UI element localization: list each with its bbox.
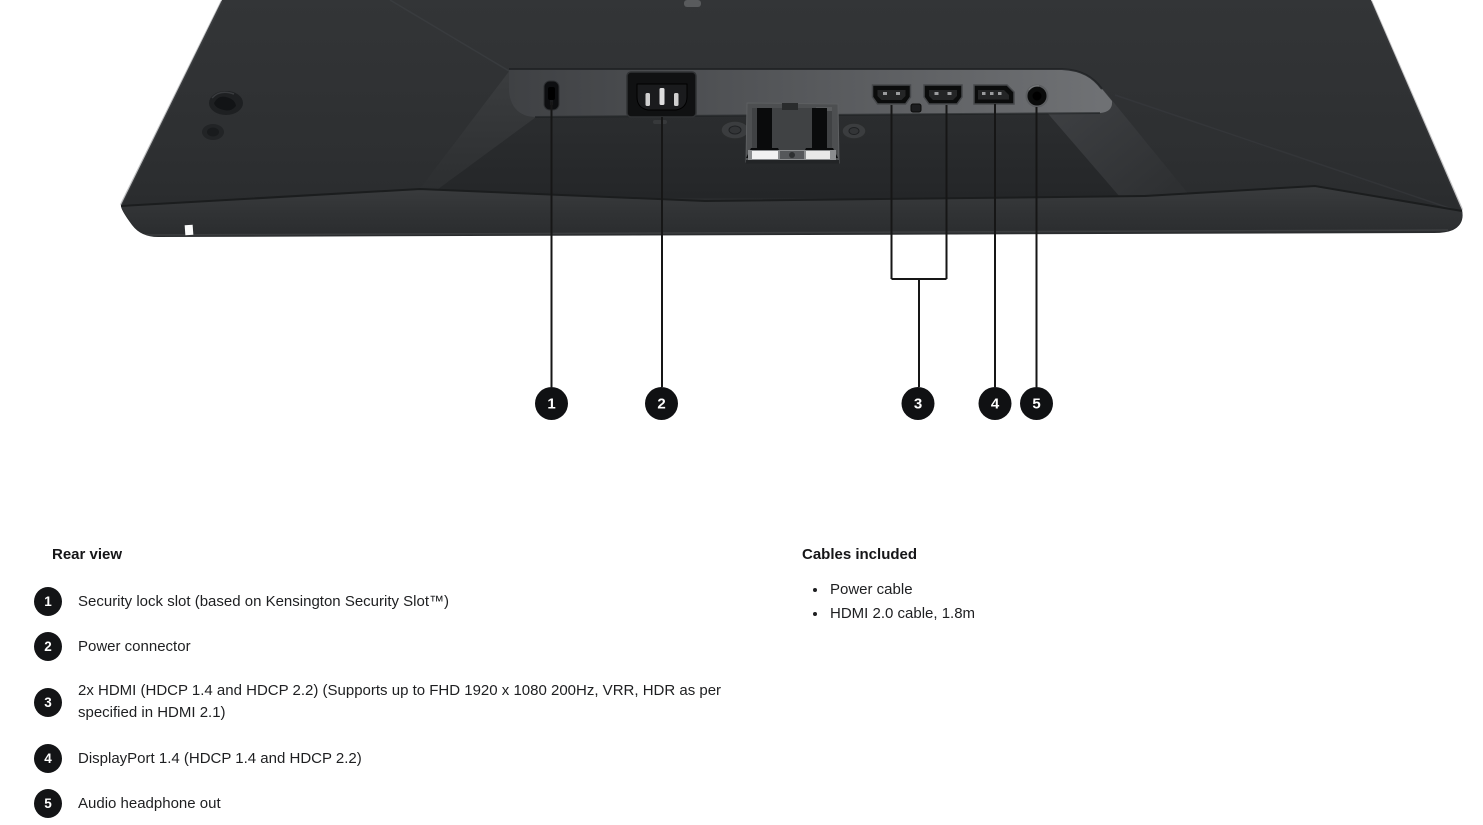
- callout-2: [645, 387, 678, 420]
- top-mount-hole: [684, 0, 701, 7]
- cables-list-item-1: • Power cable: [828, 578, 975, 602]
- callout-3: [902, 387, 935, 420]
- power-connector-port: [627, 72, 696, 124]
- legend-item-5-badge: 5: [34, 789, 62, 818]
- legend-item-1-badge: 1: [34, 587, 62, 616]
- callout-2-number: 2: [657, 395, 666, 413]
- callout-5: [1020, 387, 1053, 420]
- legend-item-2: [34, 632, 191, 661]
- callout-5-number: 5: [1032, 395, 1041, 413]
- legend-item-1-label: Security lock slot (based on Kensington Security Slot™): [78, 592, 450, 610]
- rear-view-title: Rear view: [52, 546, 123, 563]
- legend-item-3: [34, 680, 783, 724]
- legend-item-5: [34, 789, 221, 818]
- cables-included-title: Cables included: [802, 546, 918, 563]
- legend-item-1: [34, 587, 449, 616]
- callout-1-number: 1: [547, 395, 556, 413]
- legend-item-2-label: Power connector: [78, 637, 191, 655]
- legend-item-3-label: 2x HDMI (HDCP 1.4 and HDCP 2.2) (Supports up to FHD 1920 x 1080 200Hz, VRR, HDR as per specified in HDMI 2.1): [78, 682, 722, 721]
- cables-list-item-2: • HDMI 2.0 cable, 1.8m: [828, 602, 975, 626]
- hdmi-port-2: [924, 85, 962, 104]
- legend-item-4-badge: 4: [34, 744, 62, 773]
- legend-item-5-label: Audio headphone out: [78, 794, 221, 812]
- callout-1: [535, 387, 568, 420]
- service-hole: [911, 104, 921, 112]
- legend-item-4-label: DisplayPort 1.4 (HDCP 1.4 and HDCP 2.2): [78, 749, 362, 767]
- legend-item-4: [34, 744, 362, 773]
- cables-list: [808, 578, 975, 625]
- callout-4: [979, 387, 1012, 420]
- audio-jack-port: [1027, 86, 1048, 107]
- hdmi-port-1: [873, 85, 911, 104]
- callout-4-number: 4: [990, 395, 1000, 413]
- legend-item-2-badge: 2: [34, 632, 62, 661]
- displayport-port: [974, 85, 1014, 104]
- callout-3-number: 3: [913, 395, 923, 413]
- bottom-strip-notch: [185, 225, 194, 236]
- legend-item-3-badge: 3: [34, 688, 62, 717]
